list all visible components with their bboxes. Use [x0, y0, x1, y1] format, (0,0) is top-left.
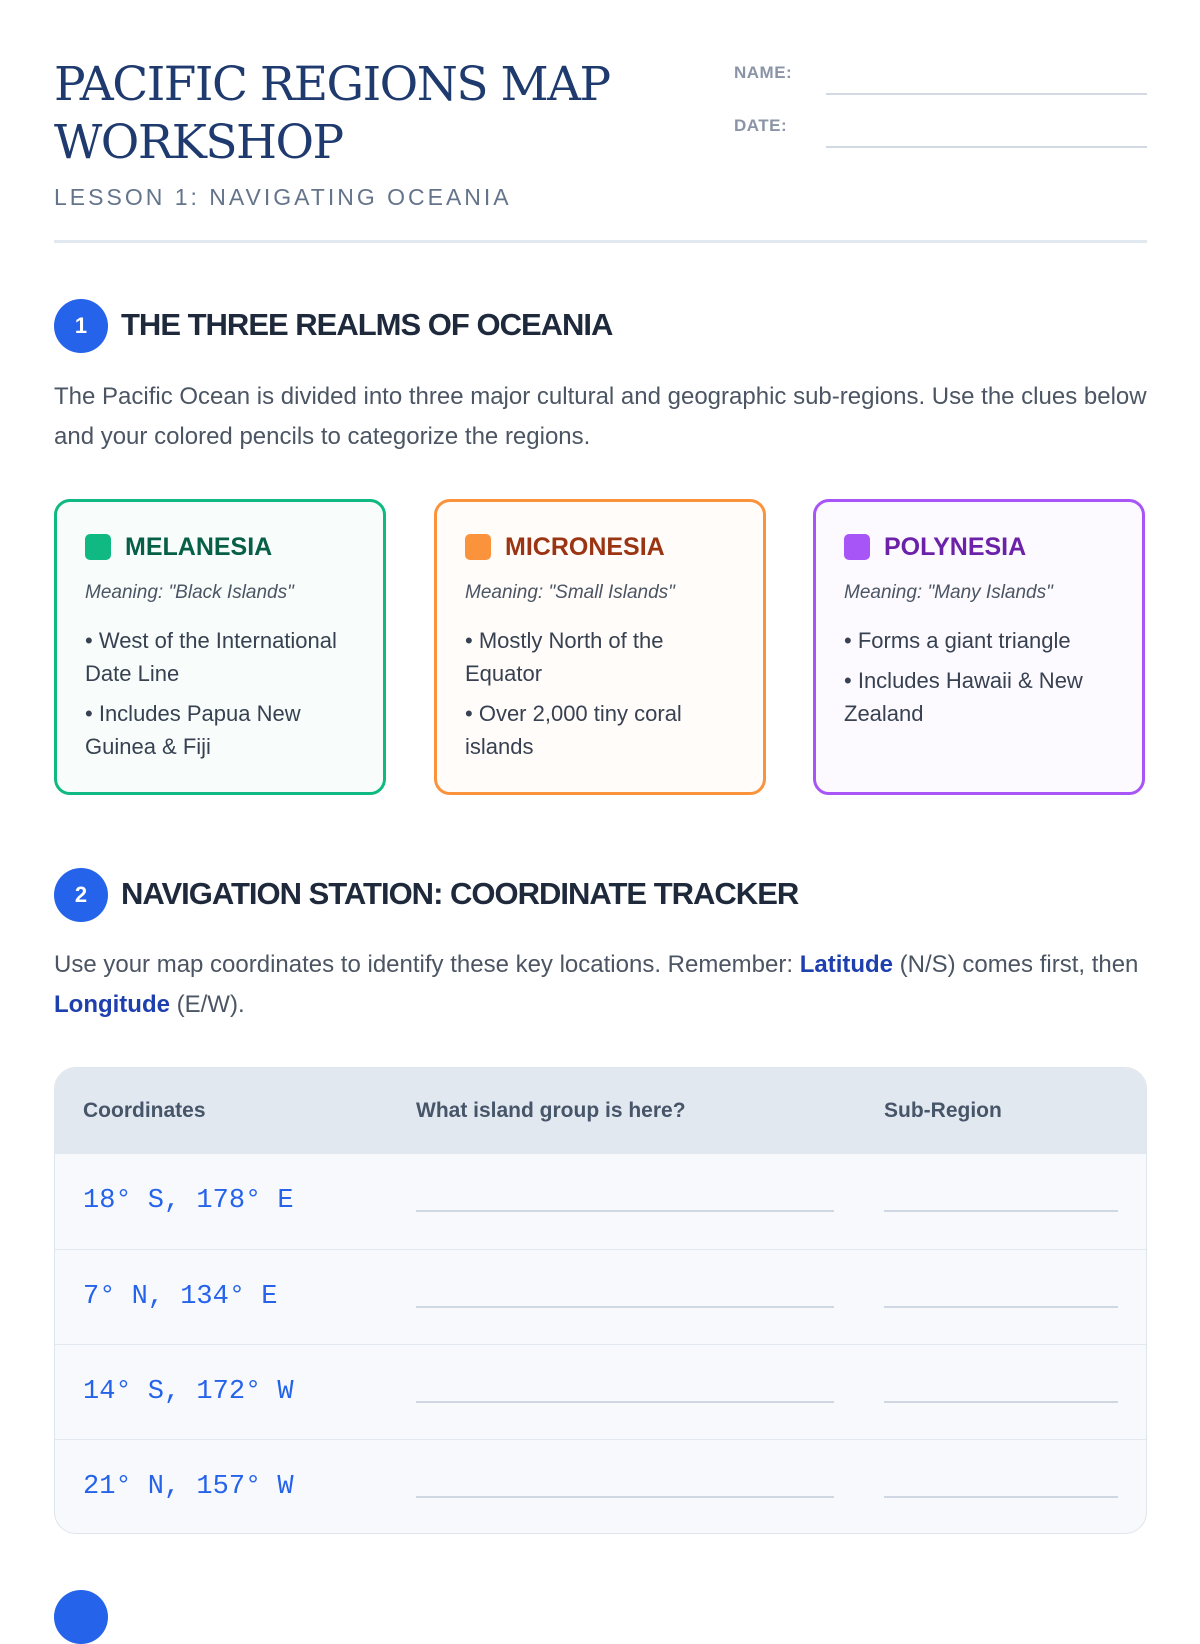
lesson-subtitle: LESSON 1: NAVIGATING OCEANIA [54, 184, 512, 210]
table-row [55, 1154, 1146, 1249]
coordinate-value: 7° N, 134° E [83, 1281, 278, 1312]
region-fact: • Forms a giant triangle [844, 624, 1114, 657]
sub-region-answer-field[interactable] [884, 1208, 1118, 1212]
section-number-badge [54, 1590, 108, 1644]
region-facts [844, 624, 1114, 730]
section-number-badge: 2 [54, 868, 108, 922]
region-name: POLYNESIA [884, 532, 1027, 561]
section-2-intro [54, 945, 1147, 1025]
region-facts [465, 624, 735, 763]
worksheet-header [54, 56, 1147, 242]
region-card-melanesia [54, 499, 386, 795]
coordinate-value: 21° N, 157° W [83, 1471, 294, 1502]
section-1-intro: The Pacific Ocean is divided into three major cultural and geographic sub-regions. Use the clues below and your colored pencils to categorize the regions. [54, 383, 1147, 450]
region-meaning: Meaning: "Many Islands" [844, 582, 1053, 603]
coordinate-value: 14° S, 172° W [83, 1376, 294, 1407]
section-title: THE THREE REALMS OF OCEANIA [121, 307, 613, 342]
worksheet-page [54, 0, 1147, 1600]
table-header-row [55, 1068, 1146, 1154]
island-group-answer-field[interactable] [416, 1494, 834, 1498]
table-row [55, 1249, 1146, 1344]
date-label: DATE: [734, 116, 788, 135]
sub-region-answer-field[interactable] [884, 1399, 1118, 1403]
card-header [85, 532, 355, 562]
region-fact: • Over 2,000 tiny coral islands [465, 697, 735, 763]
coordinate-value: 18° S, 178° E [83, 1186, 294, 1217]
region-meaning: Meaning: "Black Islands" [85, 582, 294, 603]
region-meaning: Meaning: "Small Islands" [465, 582, 675, 603]
header-divider [54, 240, 1147, 243]
island-group-answer-field[interactable] [416, 1304, 834, 1308]
section-number-badge: 1 [54, 299, 108, 353]
date-row [734, 109, 1147, 149]
sub-region-answer-field[interactable] [884, 1494, 1118, 1498]
column-header: Coordinates [83, 1099, 206, 1122]
island-group-answer-field[interactable] [416, 1208, 834, 1212]
region-name: MICRONESIA [505, 532, 665, 561]
region-fact: • Includes Hawaii & New Zealand [844, 664, 1114, 730]
column-header: What island group is here? [416, 1099, 686, 1122]
region-name: MELANESIA [125, 532, 273, 561]
section-2-heading [54, 868, 1147, 922]
region-fact: • Mostly North of the Equator [465, 624, 735, 690]
region-facts [85, 624, 355, 763]
table-row [55, 1344, 1146, 1439]
date-field[interactable] [826, 146, 1147, 148]
color-swatch [85, 534, 111, 560]
table-row [55, 1439, 1146, 1534]
name-field[interactable] [826, 93, 1147, 95]
coordinate-table [54, 1067, 1147, 1534]
name-row [734, 56, 1147, 96]
section-1-heading [54, 299, 1147, 353]
intro-text: (E/W). [169, 991, 245, 1018]
island-group-answer-field[interactable] [416, 1399, 834, 1403]
intro-text: Use your map coordinates to identify these key locations. Remember: [54, 951, 800, 978]
card-header [465, 532, 735, 562]
region-card-polynesia [813, 499, 1145, 795]
name-label: NAME: [734, 63, 793, 82]
region-fact: • Includes Papua New Guinea & Fiji [85, 697, 355, 763]
page-title: PACIFIC REGIONS MAP WORKSHOP [54, 57, 610, 170]
longitude-keyword: Longitude [54, 991, 170, 1018]
section-title: NAVIGATION STATION: COORDINATE TRACKER [121, 876, 799, 911]
region-card-micronesia [434, 499, 766, 795]
region-fact: • West of the International Date Line [85, 624, 355, 690]
intro-text: (N/S) comes first, then [893, 951, 1139, 978]
latitude-keyword: Latitude [799, 951, 894, 978]
card-header [844, 532, 1114, 562]
sub-region-answer-field[interactable] [884, 1304, 1118, 1308]
color-swatch [844, 534, 870, 560]
color-swatch [465, 534, 491, 560]
column-header: Sub-Region [884, 1099, 1002, 1122]
